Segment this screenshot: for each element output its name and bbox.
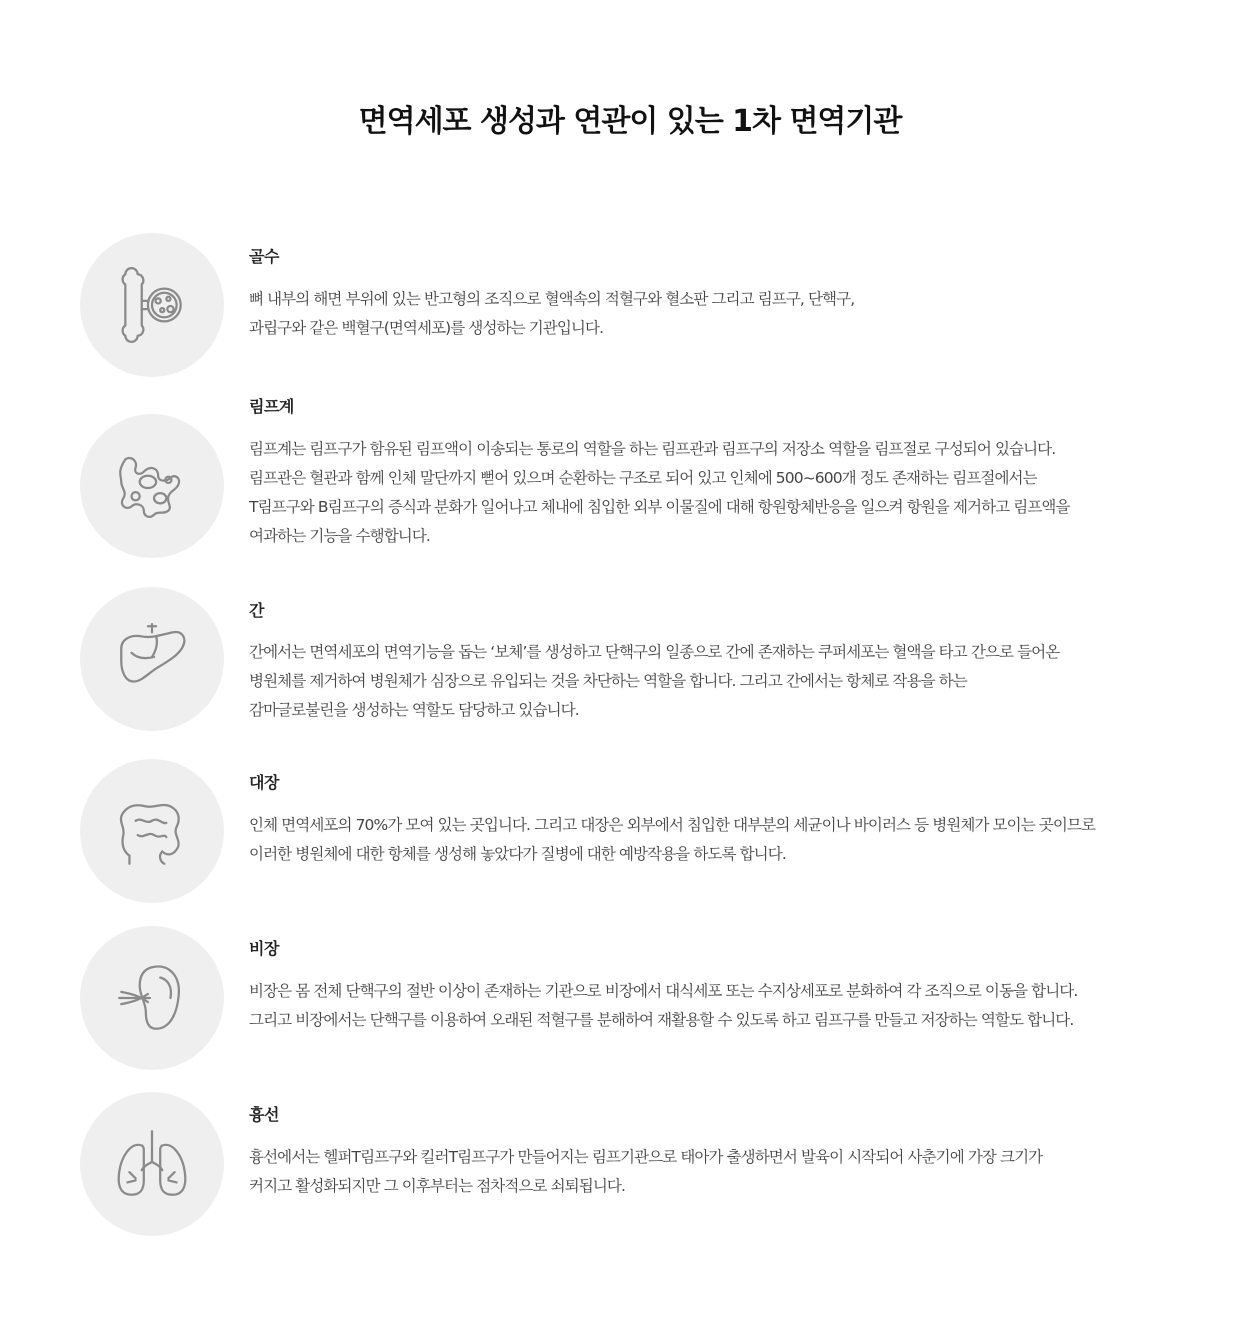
organ-icon-circle [80, 926, 224, 1070]
liver-icon [111, 618, 193, 700]
description-line: 과립구와 같은 백혈구(면역세포)를 생성하는 기관입니다. [249, 319, 604, 337]
organ-description [249, 1143, 1249, 1201]
organ-description [249, 638, 1249, 725]
description-line: 뼈 내부의 해면 부위에 있는 반고형의 조직으로 혈액속의 적혈구와 혈소판 그리고 림프구, 단핵구, [249, 290, 855, 308]
organ-description [249, 811, 1249, 869]
lungs-thymus-icon [111, 1123, 193, 1205]
organ-name: 비장 [249, 939, 279, 958]
description-line: 병원체를 제거하여 병원체가 심장으로 유입되는 것을 차단하는 역할을 합니다. 그리고 간에서는 항체로 작용을 하는 [249, 672, 967, 690]
organ-name: 골수 [249, 247, 279, 266]
organ-name: 흉선 [249, 1105, 279, 1124]
organ-name: 간 [249, 601, 264, 620]
description-line: 커지고 활성화되지만 그 이후부터는 점차적으로 쇠퇴됩니다. [249, 1177, 625, 1195]
description-line: T림프구와 B림프구의 증식과 분화가 일어나고 체내에 침입한 외부 이물질에 대해 항원항체반응을 일으켜 항원을 제거하고 림프액을 [249, 498, 1070, 516]
description-line: 비장은 몸 전체 단핵구의 절반 이상이 존재하는 기관으로 비장에서 대식세포 또는 수지상세포로 분화하여 각 조직으로 이동을 합니다. [249, 982, 1078, 1000]
organ-icon-circle [80, 1092, 224, 1236]
organ-icon-circle [80, 233, 224, 377]
lymph-node-icon [111, 445, 193, 527]
organ-description [249, 285, 1249, 343]
organ-description [249, 435, 1249, 551]
page-title [0, 100, 1260, 144]
description-line: 인체 면역세포의 70%가 모여 있는 곳입니다. 그리고 대장은 외부에서 침입한 대부분의 세균이나 바이러스 등 병원체가 모이는 곳이므로 [249, 816, 1096, 834]
bone-marrow-icon [111, 264, 193, 346]
description-line: 그리고 비장에서는 단핵구를 이용하여 오래된 적혈구를 분해하여 재활용할 수 있도록 하고 림프구를 만들고 저장하는 역할도 합니다. [249, 1011, 1074, 1029]
spleen-icon [111, 957, 193, 1039]
description-line: 간에서는 면역세포의 면역기능을 돕는 ‘보체’를 생성하고 단핵구의 일종으로 간에 존재하는 쿠퍼세포는 혈액을 타고 간으로 들어온 [249, 643, 1060, 661]
organ-description [249, 977, 1249, 1035]
organ-name: 대장 [249, 773, 279, 792]
description-line: 림프계는 림프구가 함유된 림프액이 이송되는 통로의 역할을 하는 림프관과 림프구의 저장소 역할을 림프절로 구성되어 있습니다. [249, 440, 1056, 458]
description-line: 여과하는 기능을 수행합니다. [249, 527, 430, 545]
description-line: 림프관은 혈관과 함께 인체 말단까지 뻗어 있으며 순환하는 구조로 되어 있고 인체에 500~600개 정도 존재하는 림프절에서는 [249, 469, 1037, 487]
organ-icon-circle [80, 759, 224, 903]
description-line: 이러한 병원체에 대한 항체를 생성해 놓았다가 질병에 대한 예방작용을 하도록 합니다. [249, 845, 786, 863]
organ-icon-circle [80, 414, 224, 558]
page-title-normal: 면역세포 생성과 연관이 있는 [358, 104, 733, 139]
page-title-bold: 1차 면역기관 [732, 104, 902, 139]
large-intestine-icon [111, 790, 193, 872]
description-line: 흉선에서는 헬퍼T림프구와 킬러T림프구가 만들어지는 림프기관으로 태아가 출생하면서 발육이 시작되어 사춘기에 가장 크기가 [249, 1148, 1043, 1166]
organ-name: 림프계 [249, 397, 294, 416]
description-line: 감마글로불린을 생성하는 역할도 담당하고 있습니다. [249, 701, 579, 719]
organ-icon-circle [80, 587, 224, 731]
